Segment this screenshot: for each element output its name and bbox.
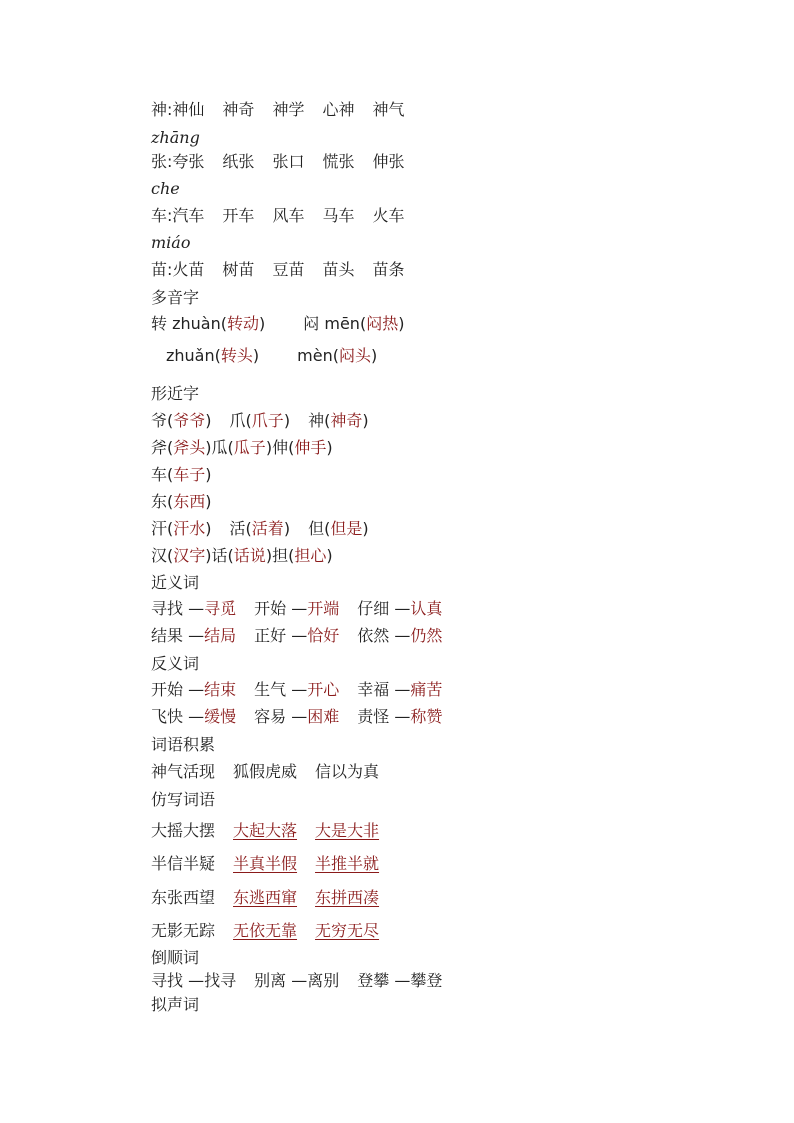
answer-idiom: 半推半就 [315, 854, 380, 873]
idiom: 信以为真 [315, 762, 380, 781]
example-word: 担心 [294, 546, 327, 565]
answer-word: 寻觅 [204, 599, 237, 618]
dash: — [291, 707, 308, 726]
dash: — [394, 971, 411, 990]
word: 寻找 [151, 599, 184, 618]
answer-idiom: 东逃西窜 [233, 888, 298, 907]
dash: — [394, 626, 411, 645]
word: 火苗 [172, 260, 205, 279]
example-word: 但是 [330, 519, 363, 538]
word: 容易 [254, 707, 287, 726]
example-word: 闷头 [338, 346, 371, 365]
zhang-word-row [151, 152, 404, 172]
word: 神气 [372, 100, 405, 119]
dash: — [394, 599, 411, 618]
char: 车 [151, 465, 168, 484]
dash: — [394, 680, 411, 699]
answer-word: 困难 [307, 707, 340, 726]
char: 伸 [272, 438, 289, 457]
xingjin-row-2: 斧(斧头)瓜(瓜子)伸(伸手) [151, 438, 333, 457]
char: 斧 [151, 438, 168, 457]
word: 树苗 [222, 260, 255, 279]
section-title-fangxie: 仿写词语 [151, 790, 216, 809]
answer-word: 认真 [410, 599, 443, 618]
pinyin-zhang: zhāng [151, 128, 200, 147]
word: 攀登 [410, 971, 443, 990]
answer-idiom: 大是大非 [315, 821, 380, 840]
section-title-xingjin: 形近字 [151, 384, 200, 403]
idiom: 半信半疑 [151, 854, 216, 873]
example-word: 转头 [220, 346, 253, 365]
row-head: 车: [151, 206, 173, 225]
answer-word: 开端 [307, 599, 340, 618]
word: 神奇 [222, 100, 255, 119]
example-word: 活着 [251, 519, 284, 538]
word: 苗头 [322, 260, 355, 279]
xingjin-row-5: 汗(汗水) 活(活着) 但(但是) [151, 519, 369, 538]
word: 正好 [254, 626, 287, 645]
example-word: 爷爷 [173, 411, 206, 430]
section-title-jilei: 词语积累 [151, 735, 216, 754]
dash: — [188, 971, 205, 990]
word: 开车 [222, 206, 255, 225]
word: 开始 [254, 599, 287, 618]
fangxie-row-4 [151, 921, 379, 941]
pinyin-che: che [151, 179, 180, 198]
word: 飞快 [151, 707, 184, 726]
example-word: 转动 [226, 314, 259, 333]
duoyin-row-2: zhuǎn(转头) mèn(闷头) [166, 346, 378, 365]
section-title-daoshun: 倒顺词 [151, 948, 200, 967]
answer-word: 结局 [204, 626, 237, 645]
answer-idiom: 大起大落 [233, 821, 298, 840]
jinyi-row-2 [151, 626, 442, 646]
dash: — [188, 707, 205, 726]
word: 责怪 [357, 707, 390, 726]
fanyi-row-2 [151, 707, 442, 727]
fangxie-row-1 [151, 821, 379, 841]
word: 登攀 [357, 971, 390, 990]
idiom: 东张西望 [151, 888, 216, 907]
row-head: 张: [151, 152, 173, 171]
char: 神 [308, 411, 325, 430]
word: 依然 [357, 626, 390, 645]
answer-idiom: 东拼西凑 [315, 888, 380, 907]
char: 话 [211, 546, 228, 565]
char: 但 [308, 519, 325, 538]
char: 转 [151, 314, 168, 333]
dash: — [291, 599, 308, 618]
char: 汉 [151, 546, 168, 565]
section-title-duoyin: 多音字 [151, 288, 200, 307]
example-word: 斧头 [173, 438, 206, 457]
word: 夸张 [172, 152, 205, 171]
pinyin: zhuàn [172, 314, 221, 333]
fangxie-row-3 [151, 888, 379, 908]
che-word-row [151, 206, 404, 226]
answer-idiom: 无穷无尽 [315, 921, 380, 940]
example-word: 汗水 [173, 519, 206, 538]
example-word: 瓜子 [233, 438, 266, 457]
word: 伸张 [372, 152, 405, 171]
word: 神学 [272, 100, 305, 119]
answer-word: 仍然 [410, 626, 443, 645]
word: 生气 [254, 680, 287, 699]
jilei-row [151, 762, 379, 782]
example-word: 东西 [173, 492, 206, 511]
word: 风车 [272, 206, 305, 225]
xingjin-row-6: 汉(汉字)话(话说)担(担心) [151, 546, 333, 565]
word: 寻找 [151, 971, 184, 990]
word: 离别 [307, 971, 340, 990]
pinyin: mèn [297, 346, 333, 365]
idiom: 神气活现 [151, 762, 216, 781]
word: 马车 [322, 206, 355, 225]
char: 汗 [151, 519, 168, 538]
pinyin: zhuǎn [166, 346, 215, 365]
dash: — [188, 680, 205, 699]
word: 开始 [151, 680, 184, 699]
idiom: 狐假虎威 [233, 762, 298, 781]
word: 神仙 [172, 100, 205, 119]
word: 豆苗 [272, 260, 305, 279]
example-word: 话说 [233, 546, 266, 565]
example-word: 爪子 [251, 411, 284, 430]
fanyi-row-1 [151, 680, 442, 700]
xingjin-row-3: 车(车子) [151, 465, 212, 484]
char: 活 [229, 519, 246, 538]
word: 火车 [372, 206, 405, 225]
pinyin: mēn [324, 314, 360, 333]
word: 幸福 [357, 680, 390, 699]
daoshun-row [151, 971, 442, 991]
dash: — [188, 599, 205, 618]
dash: — [394, 707, 411, 726]
word: 仔细 [357, 599, 390, 618]
dash: — [291, 971, 308, 990]
xingjin-row-1: 爷(爷爷) 爪(爪子) 神(神奇) [151, 411, 369, 430]
section-title-fanyi: 反义词 [151, 654, 200, 673]
duoyin-row-1: 转 zhuàn(转动) 闷 mēn(闷热) [151, 314, 405, 333]
example-word: 伸手 [294, 438, 327, 457]
answer-word: 缓慢 [204, 707, 237, 726]
answer-word: 称赞 [410, 707, 443, 726]
fangxie-row-2 [151, 854, 379, 874]
word: 心神 [322, 100, 355, 119]
word: 汽车 [172, 206, 205, 225]
word: 苗条 [372, 260, 405, 279]
dash: — [291, 680, 308, 699]
example-word: 车子 [173, 465, 206, 484]
word: 找寻 [204, 971, 237, 990]
char: 东 [151, 492, 168, 511]
char: 闷 [303, 314, 320, 333]
word: 纸张 [222, 152, 255, 171]
answer-word: 结束 [204, 680, 237, 699]
char: 担 [272, 546, 289, 565]
shen-word-row [151, 100, 404, 120]
miao-word-row [151, 260, 404, 280]
example-word: 神奇 [330, 411, 363, 430]
word: 结果 [151, 626, 184, 645]
answer-word: 痛苦 [410, 680, 443, 699]
word: 别离 [254, 971, 287, 990]
char: 瓜 [211, 438, 228, 457]
word: 慌张 [322, 152, 355, 171]
row-head: 神: [151, 100, 173, 119]
dash: — [291, 626, 308, 645]
answer-idiom: 无依无靠 [233, 921, 298, 940]
section-title-jinyi: 近义词 [151, 573, 200, 592]
char: 爪 [229, 411, 246, 430]
section-title-nisheng: 拟声词 [151, 995, 200, 1014]
idiom: 无影无踪 [151, 921, 216, 940]
dash: — [188, 626, 205, 645]
idiom: 大摇大摆 [151, 821, 216, 840]
row-head: 苗: [151, 260, 173, 279]
char: 爷 [151, 411, 168, 430]
jinyi-row-1 [151, 599, 442, 619]
answer-word: 开心 [307, 680, 340, 699]
xingjin-row-4: 东(东西) [151, 492, 212, 511]
example-word: 闷热 [366, 314, 399, 333]
example-word: 汉字 [173, 546, 206, 565]
answer-word: 恰好 [307, 626, 340, 645]
answer-idiom: 半真半假 [233, 854, 298, 873]
pinyin-miao: miáo [151, 233, 191, 252]
word: 张口 [272, 152, 305, 171]
